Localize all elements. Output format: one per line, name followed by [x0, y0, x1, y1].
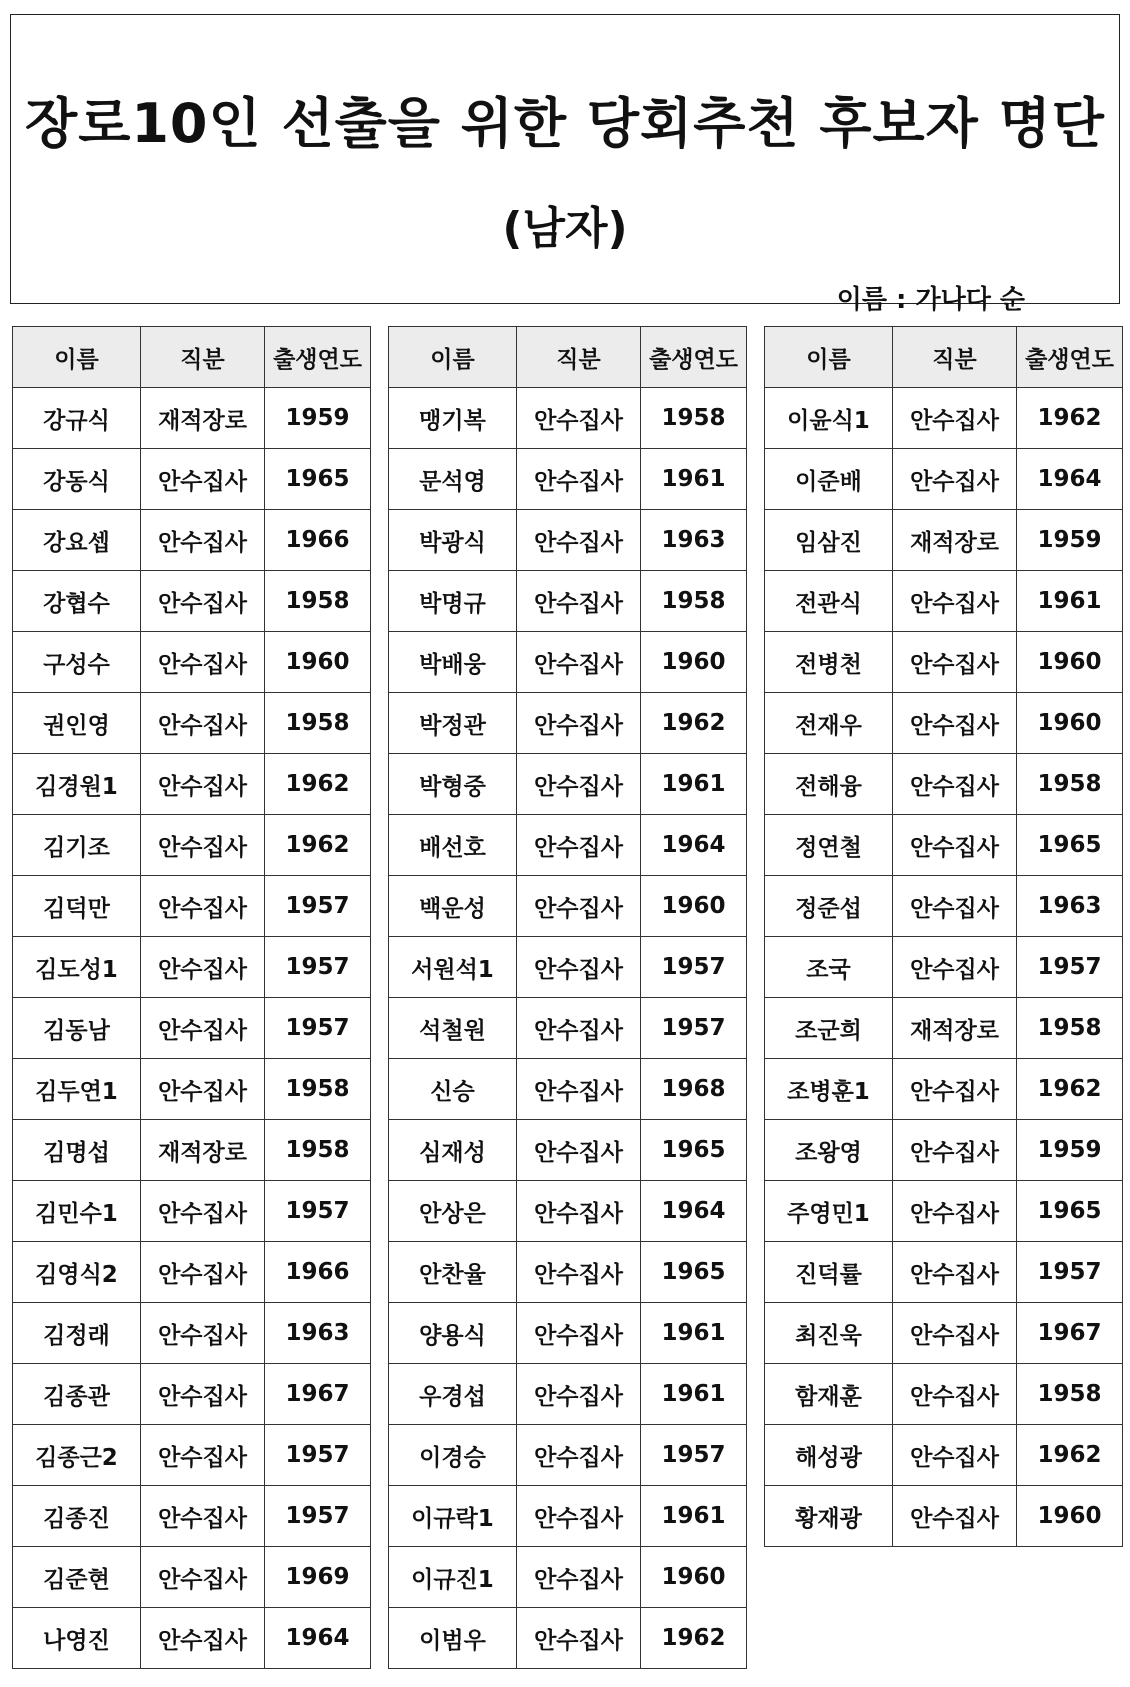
candidate-table-1: [12, 326, 371, 1669]
cell-name: 강동식: [13, 449, 141, 510]
cell-birth-year: 1957: [641, 937, 747, 998]
header-row: [13, 327, 371, 388]
cell-name: 황재광: [765, 1486, 893, 1547]
table-row: [389, 1608, 747, 1669]
table-row: [389, 754, 747, 815]
cell-role: 안수집사: [517, 815, 641, 876]
cell-role: 안수집사: [141, 1547, 265, 1608]
cell-birth-year: 1958: [265, 1059, 371, 1120]
cell-birth-year: 1964: [641, 1181, 747, 1242]
cell-birth-year: 1959: [265, 388, 371, 449]
cell-birth-year: 1961: [641, 754, 747, 815]
cell-name: 안찬율: [389, 1242, 517, 1303]
cell-name: 김영식2: [13, 1242, 141, 1303]
cell-birth-year: 1958: [1017, 998, 1123, 1059]
cell-role: 안수집사: [893, 693, 1017, 754]
table-row: [765, 632, 1123, 693]
cell-birth-year: 1957: [1017, 1242, 1123, 1303]
table-row: [765, 876, 1123, 937]
cell-name: 조왕영: [765, 1120, 893, 1181]
cell-birth-year: 1962: [641, 1608, 747, 1669]
cell-name: 최진욱: [765, 1303, 893, 1364]
cell-role: 안수집사: [517, 937, 641, 998]
header-box: [10, 14, 1120, 315]
cell-name: 구성수: [13, 632, 141, 693]
cell-role: 안수집사: [517, 449, 641, 510]
cell-role: 안수집사: [893, 754, 1017, 815]
cell-name: 강협수: [13, 571, 141, 632]
cell-role: 안수집사: [517, 510, 641, 571]
cell-name: 신승: [389, 1059, 517, 1120]
table-row: [765, 937, 1123, 998]
cell-birth-year: 1959: [1017, 1120, 1123, 1181]
table-row: [389, 1425, 747, 1486]
cell-birth-year: 1969: [265, 1547, 371, 1608]
cell-name: 이준배: [765, 449, 893, 510]
cell-birth-year: 1962: [265, 815, 371, 876]
cell-name: 조병훈1: [765, 1059, 893, 1120]
table-row: [389, 998, 747, 1059]
cell-role: 안수집사: [141, 1425, 265, 1486]
header-row: [389, 327, 747, 388]
cell-role: 안수집사: [517, 754, 641, 815]
table-row: [13, 815, 371, 876]
header-row: [765, 327, 1123, 388]
cell-role: 안수집사: [893, 815, 1017, 876]
cell-role: 안수집사: [893, 1059, 1017, 1120]
cell-name: 심재성: [389, 1120, 517, 1181]
cell-birth-year: 1960: [641, 632, 747, 693]
cell-role: 재적장로: [893, 998, 1017, 1059]
cell-role: 안수집사: [893, 1303, 1017, 1364]
table-row: [389, 510, 747, 571]
cell-name: 김두연1: [13, 1059, 141, 1120]
cell-birth-year: 1958: [1017, 1364, 1123, 1425]
cell-name: 맹기복: [389, 388, 517, 449]
table-row: [13, 754, 371, 815]
cell-birth-year: 1957: [265, 1425, 371, 1486]
cell-name: 전병천: [765, 632, 893, 693]
cell-name: 전재우: [765, 693, 893, 754]
table-row: [765, 754, 1123, 815]
table-row: [765, 1486, 1123, 1547]
cell-birth-year: 1957: [641, 998, 747, 1059]
cell-role: 안수집사: [141, 754, 265, 815]
cell-role: 안수집사: [141, 571, 265, 632]
cell-name: 임삼진: [765, 510, 893, 571]
cell-birth-year: 1967: [1017, 1303, 1123, 1364]
cell-birth-year: 1960: [1017, 693, 1123, 754]
cell-role: 안수집사: [893, 1120, 1017, 1181]
cell-birth-year: 1961: [641, 1303, 747, 1364]
cell-role: 안수집사: [517, 1059, 641, 1120]
cell-role: 안수집사: [517, 1608, 641, 1669]
table-row: [765, 815, 1123, 876]
cell-name: 진덕률: [765, 1242, 893, 1303]
cell-role: 안수집사: [141, 1242, 265, 1303]
cell-name: 배선호: [389, 815, 517, 876]
header-birth-year: 출생연도: [265, 327, 371, 388]
table-row: [13, 1059, 371, 1120]
cell-birth-year: 1957: [265, 876, 371, 937]
cell-birth-year: 1967: [265, 1364, 371, 1425]
page-title: 장로10인 선출을 위한 당회추천 후보자 명단: [25, 92, 1105, 155]
header-role: 직분: [517, 327, 641, 388]
cell-role: 안수집사: [517, 1425, 641, 1486]
cell-name: 이경승: [389, 1425, 517, 1486]
cell-birth-year: 1961: [1017, 571, 1123, 632]
header-birth-year: 출생연도: [1017, 327, 1123, 388]
cell-name: 조군희: [765, 998, 893, 1059]
cell-name: 김준현: [13, 1547, 141, 1608]
cell-role: 안수집사: [517, 998, 641, 1059]
cell-birth-year: 1958: [265, 693, 371, 754]
cell-role: 안수집사: [517, 1364, 641, 1425]
table-row: [13, 1120, 371, 1181]
cell-name: 김종관: [13, 1364, 141, 1425]
cell-role: 재적장로: [141, 388, 265, 449]
cell-birth-year: 1964: [641, 815, 747, 876]
table-row: [13, 937, 371, 998]
table-row: [389, 1303, 747, 1364]
cell-role: 안수집사: [517, 693, 641, 754]
cell-birth-year: 1965: [641, 1242, 747, 1303]
cell-role: 안수집사: [141, 1608, 265, 1669]
table-row: [765, 449, 1123, 510]
cell-birth-year: 1958: [641, 388, 747, 449]
cell-birth-year: 1961: [641, 1364, 747, 1425]
cell-birth-year: 1962: [1017, 1425, 1123, 1486]
cell-name: 석철원: [389, 998, 517, 1059]
cell-birth-year: 1965: [265, 449, 371, 510]
cell-name: 김명섭: [13, 1120, 141, 1181]
cell-birth-year: 1963: [1017, 876, 1123, 937]
sort-note: 이름 : 가나다 순: [836, 285, 1025, 315]
cell-role: 안수집사: [141, 632, 265, 693]
table-row: [13, 510, 371, 571]
cell-birth-year: 1957: [265, 1486, 371, 1547]
table-row: [13, 632, 371, 693]
cell-name: 안상은: [389, 1181, 517, 1242]
cell-name: 주영민1: [765, 1181, 893, 1242]
cell-name: 서원석1: [389, 937, 517, 998]
cell-name: 김기조: [13, 815, 141, 876]
cell-name: 김덕만: [13, 876, 141, 937]
table-row: [389, 1547, 747, 1608]
table-row: [765, 1242, 1123, 1303]
cell-birth-year: 1958: [1017, 754, 1123, 815]
cell-name: 강요셉: [13, 510, 141, 571]
header-name: 이름: [13, 327, 141, 388]
cell-role: 안수집사: [517, 876, 641, 937]
page-subtitle: (남자): [502, 203, 628, 254]
table-row: [13, 693, 371, 754]
cell-role: 안수집사: [517, 388, 641, 449]
table-row: [765, 388, 1123, 449]
table-row: [13, 1486, 371, 1547]
table-row: [389, 1364, 747, 1425]
cell-role: 안수집사: [517, 1181, 641, 1242]
cell-name: 정준섭: [765, 876, 893, 937]
cell-birth-year: 1960: [641, 1547, 747, 1608]
cell-role: 안수집사: [141, 1059, 265, 1120]
cell-birth-year: 1957: [1017, 937, 1123, 998]
cell-name: 이범우: [389, 1608, 517, 1669]
table-row: [765, 693, 1123, 754]
table-row: [765, 1120, 1123, 1181]
cell-name: 김정래: [13, 1303, 141, 1364]
cell-birth-year: 1965: [1017, 815, 1123, 876]
cell-role: 안수집사: [141, 1364, 265, 1425]
cell-birth-year: 1960: [1017, 632, 1123, 693]
table-row: [13, 571, 371, 632]
cell-role: 안수집사: [893, 632, 1017, 693]
cell-name: 박배웅: [389, 632, 517, 693]
table-row: [765, 1303, 1123, 1364]
cell-birth-year: 1964: [1017, 449, 1123, 510]
table-row: [765, 1364, 1123, 1425]
cell-role: 안수집사: [517, 1303, 641, 1364]
cell-birth-year: 1957: [265, 1181, 371, 1242]
cell-birth-year: 1962: [1017, 388, 1123, 449]
header-name: 이름: [389, 327, 517, 388]
cell-birth-year: 1960: [265, 632, 371, 693]
table-row: [765, 571, 1123, 632]
cell-role: 안수집사: [893, 388, 1017, 449]
cell-name: 백운성: [389, 876, 517, 937]
cell-name: 박광식: [389, 510, 517, 571]
cell-birth-year: 1966: [265, 510, 371, 571]
cell-role: 안수집사: [141, 998, 265, 1059]
cell-birth-year: 1968: [641, 1059, 747, 1120]
cell-role: 안수집사: [141, 1181, 265, 1242]
cell-birth-year: 1965: [641, 1120, 747, 1181]
cell-role: 안수집사: [893, 876, 1017, 937]
header-role: 직분: [141, 327, 265, 388]
table-row: [389, 571, 747, 632]
cell-name: 박명규: [389, 571, 517, 632]
table-row: [389, 388, 747, 449]
table-row: [389, 1486, 747, 1547]
table-row: [13, 1608, 371, 1669]
cell-role: 안수집사: [893, 449, 1017, 510]
cell-name: 전해융: [765, 754, 893, 815]
table-row: [389, 632, 747, 693]
table-row: [389, 1181, 747, 1242]
cell-birth-year: 1963: [265, 1303, 371, 1364]
cell-role: 안수집사: [517, 571, 641, 632]
cell-name: 김종근2: [13, 1425, 141, 1486]
cell-birth-year: 1963: [641, 510, 747, 571]
cell-birth-year: 1962: [1017, 1059, 1123, 1120]
table-row: [13, 1547, 371, 1608]
table-row: [389, 815, 747, 876]
cell-birth-year: 1961: [641, 449, 747, 510]
cell-name: 김동남: [13, 998, 141, 1059]
cell-birth-year: 1957: [265, 998, 371, 1059]
table-row: [389, 1059, 747, 1120]
table-row: [389, 1242, 747, 1303]
cell-name: 김민수1: [13, 1181, 141, 1242]
cell-birth-year: 1958: [641, 571, 747, 632]
table-row: [765, 998, 1123, 1059]
cell-birth-year: 1957: [641, 1425, 747, 1486]
table-row: [765, 1181, 1123, 1242]
header-role: 직분: [893, 327, 1017, 388]
table-row: [765, 1059, 1123, 1120]
cell-name: 박형중: [389, 754, 517, 815]
cell-role: 안수집사: [893, 1364, 1017, 1425]
table-row: [13, 1364, 371, 1425]
cell-name: 함재훈: [765, 1364, 893, 1425]
cell-name: 정연철: [765, 815, 893, 876]
table-row: [13, 1425, 371, 1486]
cell-birth-year: 1966: [265, 1242, 371, 1303]
table-row: [13, 1303, 371, 1364]
table-row: [765, 510, 1123, 571]
cell-name: 이규락1: [389, 1486, 517, 1547]
table-row: [389, 937, 747, 998]
cell-role: 안수집사: [517, 632, 641, 693]
cell-role: 안수집사: [517, 1120, 641, 1181]
cell-birth-year: 1958: [265, 1120, 371, 1181]
cell-name: 나영진: [13, 1608, 141, 1669]
header-birth-year: 출생연도: [641, 327, 747, 388]
table-row: [389, 449, 747, 510]
cell-name: 이규진1: [389, 1547, 517, 1608]
cell-birth-year: 1965: [1017, 1181, 1123, 1242]
header-name: 이름: [765, 327, 893, 388]
candidate-table-3: [764, 326, 1123, 1547]
cell-birth-year: 1962: [641, 693, 747, 754]
cell-role: 안수집사: [893, 1181, 1017, 1242]
table-row: [13, 1181, 371, 1242]
cell-birth-year: 1962: [265, 754, 371, 815]
cell-role: 안수집사: [141, 937, 265, 998]
cell-role: 안수집사: [141, 1303, 265, 1364]
cell-role: 안수집사: [141, 693, 265, 754]
cell-role: 재적장로: [893, 510, 1017, 571]
cell-name: 문석영: [389, 449, 517, 510]
table-row: [13, 998, 371, 1059]
cell-name: 해성광: [765, 1425, 893, 1486]
cell-name: 김경원1: [13, 754, 141, 815]
cell-name: 김종진: [13, 1486, 141, 1547]
table-row: [13, 388, 371, 449]
cell-role: 안수집사: [893, 1242, 1017, 1303]
cell-name: 이윤식1: [765, 388, 893, 449]
cell-role: 안수집사: [141, 1486, 265, 1547]
cell-role: 안수집사: [893, 937, 1017, 998]
table-row: [389, 693, 747, 754]
cell-role: 안수집사: [893, 1425, 1017, 1486]
table-row: [765, 1425, 1123, 1486]
cell-role: 안수집사: [517, 1547, 641, 1608]
cell-role: 안수집사: [141, 815, 265, 876]
cell-birth-year: 1964: [265, 1608, 371, 1669]
cell-birth-year: 1960: [1017, 1486, 1123, 1547]
cell-name: 전관식: [765, 571, 893, 632]
cell-name: 박정관: [389, 693, 517, 754]
cell-role: 안수집사: [141, 510, 265, 571]
cell-role: 안수집사: [893, 1486, 1017, 1547]
cell-birth-year: 1957: [265, 937, 371, 998]
cell-birth-year: 1958: [265, 571, 371, 632]
cell-role: 안수집사: [893, 571, 1017, 632]
cell-role: 안수집사: [141, 876, 265, 937]
candidate-table-2: [388, 326, 747, 1669]
cell-name: 강규식: [13, 388, 141, 449]
cell-birth-year: 1959: [1017, 510, 1123, 571]
cell-birth-year: 1961: [641, 1486, 747, 1547]
cell-role: 안수집사: [517, 1242, 641, 1303]
table-row: [13, 449, 371, 510]
table-row: [13, 876, 371, 937]
cell-role: 재적장로: [141, 1120, 265, 1181]
cell-name: 조국: [765, 937, 893, 998]
cell-role: 안수집사: [517, 1486, 641, 1547]
cell-name: 권인영: [13, 693, 141, 754]
cell-birth-year: 1960: [641, 876, 747, 937]
cell-name: 양용식: [389, 1303, 517, 1364]
cell-role: 안수집사: [141, 449, 265, 510]
table-row: [389, 1120, 747, 1181]
table-row: [389, 876, 747, 937]
table-row: [13, 1242, 371, 1303]
cell-name: 우경섭: [389, 1364, 517, 1425]
cell-name: 김도성1: [13, 937, 141, 998]
